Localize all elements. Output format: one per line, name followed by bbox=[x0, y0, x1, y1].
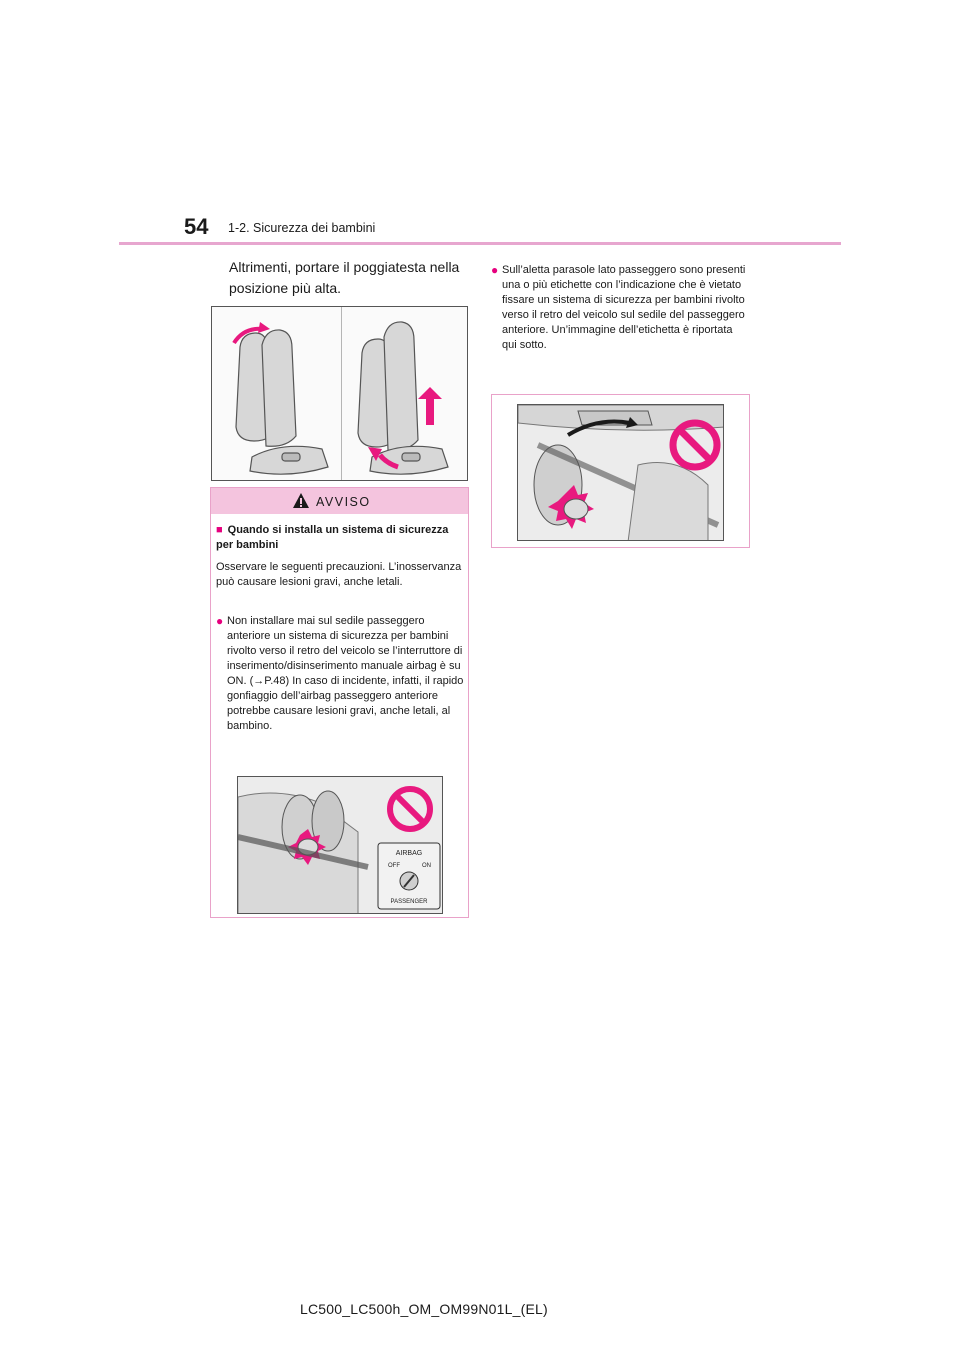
warning-text: Osservare le seguenti precauzioni. L’inosservanza può causare lesioni gravi, anche letali. bbox=[216, 561, 462, 588]
warning-bullet-text: Non installare mai sul sedile passeggero anteriore un sistema di sicurezza per bambini rivolto verso il retro del veicolo se l’interruttore di inserimento/disinserimento manuale airbag è su ON. (→P.48) In caso di incidente, infatti, il rapido gonfiaggio dell’airbag passeggero anteriore potrebbe causare lesioni gravi, anche letali, al bambino. bbox=[227, 615, 464, 732]
square-bullet-icon: ■ bbox=[216, 524, 223, 536]
page-number: 54 bbox=[184, 214, 209, 239]
arrow-head-icon bbox=[258, 322, 270, 333]
switch-passenger-label: PASSENGER bbox=[390, 899, 428, 905]
footer-code: LC500_LC500h_OM_OM99N01L_(EL) bbox=[300, 1301, 548, 1317]
up-arrow-icon bbox=[418, 387, 442, 425]
sunvisor-figure bbox=[517, 404, 724, 541]
switch-title: AIRBAG bbox=[395, 850, 423, 857]
warning-title: AVVISO bbox=[316, 495, 371, 509]
airbag-figure bbox=[237, 776, 443, 914]
seat-illustration bbox=[212, 307, 468, 481]
airbag-illustration bbox=[238, 777, 443, 914]
warning-box bbox=[210, 487, 469, 918]
right-bullet-text: Sull’aletta parasole lato passeggero sono presenti una o più etichette con l’indicazione che è vietato fissare un sistema di sicurezza per bambini rivolto verso il retro del veicolo sul sedile del passeggero anteriore. Un’immagine dell’etichetta è riportata qui sotto. bbox=[502, 264, 746, 351]
round-bullet-icon: ● bbox=[491, 263, 499, 277]
warning-triangle-icon bbox=[292, 492, 310, 509]
figure-divider bbox=[341, 307, 342, 480]
header-rule bbox=[119, 242, 841, 245]
intro-text: Altrimenti, portare il poggiatesta nella posizione più alta. bbox=[229, 259, 460, 296]
switch-on-label: ON bbox=[422, 863, 431, 869]
sunvisor-illustration bbox=[518, 405, 724, 541]
section-title: 1-2. Sicurezza dei bambini bbox=[228, 221, 376, 235]
warning-header bbox=[211, 488, 468, 514]
seat-left bbox=[236, 330, 328, 474]
headrest-figure bbox=[211, 306, 468, 481]
warning-subheading: ■ Quando si installa un sistema di sicurezza per bambini bbox=[216, 524, 449, 551]
switch-off-label: OFF bbox=[388, 863, 400, 869]
round-bullet-icon: ● bbox=[216, 614, 224, 628]
label-figure-box bbox=[491, 394, 750, 548]
